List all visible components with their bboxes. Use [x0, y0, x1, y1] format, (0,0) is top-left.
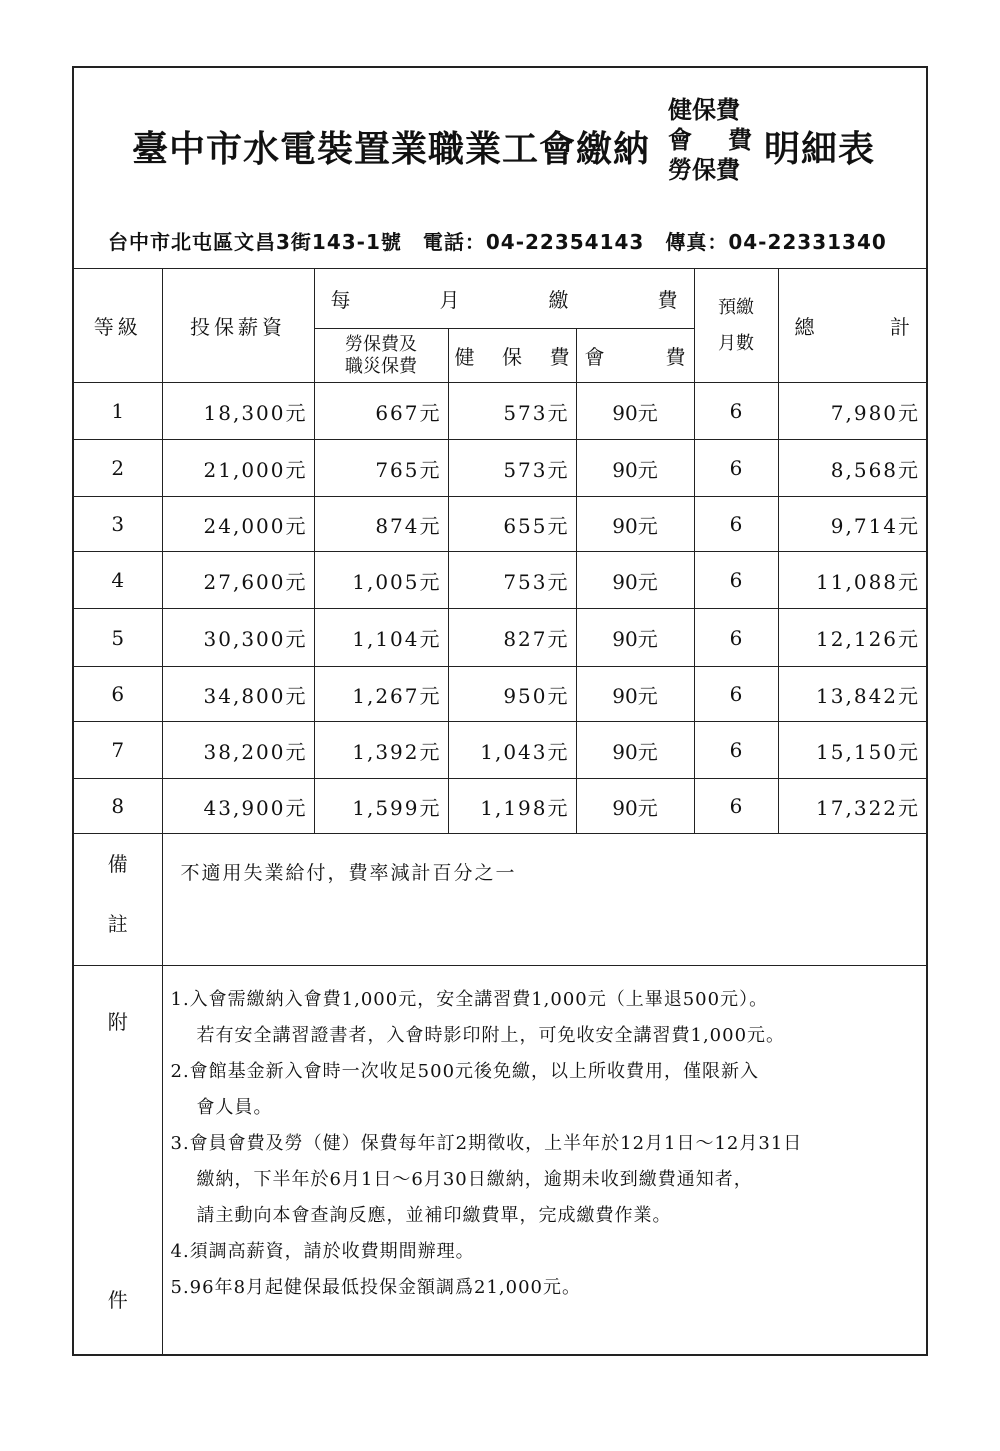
cell-grade: 8 — [74, 779, 162, 834]
cell-salary: 24,000元 — [162, 497, 314, 552]
cell-fee: 90元 — [576, 552, 694, 609]
annex-line: 1.入會需繳納入會費1,000元，安全講習費1,000元（上畢退500元）。 — [170, 989, 769, 1010]
title-stack-health: 健保費 — [668, 96, 740, 124]
cell-labor: 1,005元 — [314, 552, 448, 609]
table-row — [74, 609, 926, 667]
cell-months: 6 — [694, 722, 778, 779]
cell-months: 6 — [694, 383, 778, 440]
header-total: 總 計 — [778, 269, 926, 383]
cell-health: 655元 — [448, 497, 576, 552]
title-main: 臺中市水電裝置業職業工會繳納 — [132, 129, 651, 170]
cell-salary: 38,200元 — [162, 722, 314, 779]
cell-months: 6 — [694, 667, 778, 722]
cell-labor: 874元 — [314, 497, 448, 552]
annex-line: 5.96年8月起健保最低投保金額調爲21,000元。 — [170, 1277, 582, 1298]
cell-health: 573元 — [448, 440, 576, 497]
annex-line: 繳納，下半年於6月1日～6月30日繳納，逾期未收到繳費通知者， — [196, 1169, 753, 1190]
remarks-label: 備 註 — [74, 834, 162, 966]
cell-fee: 90元 — [576, 440, 694, 497]
table-row — [74, 722, 926, 779]
annex-line: 會人員。 — [196, 1097, 273, 1118]
annex-label: 附 件 — [74, 966, 162, 1356]
cell-fee: 90元 — [576, 722, 694, 779]
cell-health: 827元 — [448, 609, 576, 667]
cell-health: 753元 — [448, 552, 576, 609]
annex-body — [162, 966, 926, 1356]
annex-line: 若有安全講習證書者，入會時影印附上，可免收安全講習費1,000元。 — [196, 1025, 786, 1046]
table-row — [74, 440, 926, 497]
cell-total: 13,842元 — [778, 667, 926, 722]
header-health-insurance: 健 保 費 — [448, 329, 576, 383]
header-row-1 — [74, 269, 926, 329]
cell-grade: 4 — [74, 552, 162, 609]
annex-line: 請主動向本會查詢反應，並補印繳費單，完成繳費作業。 — [196, 1205, 672, 1226]
header-grade: 等級 — [74, 269, 162, 383]
cell-labor: 1,392元 — [314, 722, 448, 779]
cell-months: 6 — [694, 609, 778, 667]
cell-fee: 90元 — [576, 667, 694, 722]
header-insured-salary: 投保薪資 — [162, 269, 314, 383]
cell-salary: 18,300元 — [162, 383, 314, 440]
cell-fee: 90元 — [576, 779, 694, 834]
cell-total: 9,714元 — [778, 497, 926, 552]
cell-salary: 43,900元 — [162, 779, 314, 834]
cell-months: 6 — [694, 497, 778, 552]
address-line: 台中市北屯區文昌3街143-1號 電話：04-22354143 傳真：04-22331340 — [108, 230, 887, 254]
cell-fee: 90元 — [576, 497, 694, 552]
document-frame — [72, 66, 928, 1356]
cell-salary: 27,600元 — [162, 552, 314, 609]
cell-salary: 30,300元 — [162, 609, 314, 667]
cell-fee: 90元 — [576, 609, 694, 667]
annex-line: 2.會館基金新入會時一次收足500元後免繳，以上所收費用，僅限新入 — [170, 1061, 760, 1082]
cell-grade: 7 — [74, 722, 162, 779]
table-row — [74, 779, 926, 834]
cell-grade: 5 — [74, 609, 162, 667]
title-row — [74, 68, 926, 204]
header-monthly: 每 月 繳 費 — [314, 269, 694, 329]
header-union-fee: 會 費 — [576, 329, 694, 383]
remarks-row — [74, 834, 926, 966]
fee-table — [74, 268, 926, 1356]
annex-line: 4.須調高薪資，請於收費期間辦理。 — [170, 1241, 475, 1262]
annex-row — [74, 966, 926, 1356]
cell-health: 1,198元 — [448, 779, 576, 834]
cell-total: 15,150元 — [778, 722, 926, 779]
cell-total: 7,980元 — [778, 383, 926, 440]
cell-salary: 21,000元 — [162, 440, 314, 497]
cell-grade: 3 — [74, 497, 162, 552]
cell-total: 17,322元 — [778, 779, 926, 834]
cell-total: 12,126元 — [778, 609, 926, 667]
cell-total: 11,088元 — [778, 552, 926, 609]
annex-line: 3.會員會費及勞（健）保費每年訂2期徵收，上半年於12月1日～12月31日 — [170, 1133, 803, 1154]
cell-labor: 1,104元 — [314, 609, 448, 667]
cell-months: 6 — [694, 552, 778, 609]
cell-fee: 90元 — [576, 383, 694, 440]
cell-health: 573元 — [448, 383, 576, 440]
title-end: 明細表 — [764, 129, 876, 170]
table-row — [74, 667, 926, 722]
table-row — [74, 552, 926, 609]
cell-grade: 6 — [74, 667, 162, 722]
cell-labor: 1,267元 — [314, 667, 448, 722]
title-fee-stack — [668, 95, 768, 185]
cell-grade: 2 — [74, 440, 162, 497]
cell-health: 950元 — [448, 667, 576, 722]
cell-labor: 667元 — [314, 383, 448, 440]
header-labor-insurance: 勞保費及 職災保費 — [314, 329, 448, 383]
cell-total: 8,568元 — [778, 440, 926, 497]
title-stack-union: 會 費 — [668, 126, 752, 154]
cell-grade: 1 — [74, 383, 162, 440]
header-prepaid-months: 預繳 月數 — [694, 269, 778, 383]
cell-months: 6 — [694, 440, 778, 497]
cell-labor: 765元 — [314, 440, 448, 497]
cell-months: 6 — [694, 779, 778, 834]
cell-health: 1,043元 — [448, 722, 576, 779]
cell-salary: 34,800元 — [162, 667, 314, 722]
title-stack-labor: 勞保費 — [668, 156, 740, 184]
table-row — [74, 497, 926, 552]
table-row — [74, 383, 926, 440]
remarks-text: 不適用失業給付，費率減計百分之一 — [162, 834, 926, 966]
cell-labor: 1,599元 — [314, 779, 448, 834]
